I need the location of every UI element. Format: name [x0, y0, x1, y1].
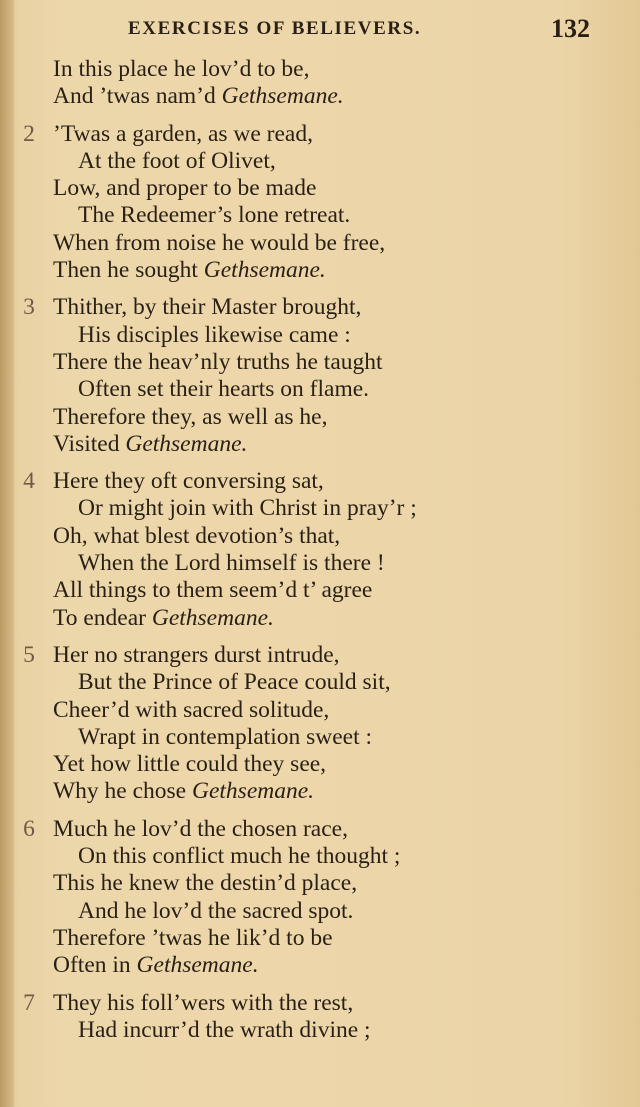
verse-line-text	[78, 202, 350, 229]
verse-line-roman: All things to them seem’d t’ agree	[53, 577, 373, 604]
verse-line	[18, 952, 628, 979]
verse-line-roman: To endear	[53, 604, 152, 631]
verse-line-text	[53, 990, 353, 1017]
verse-line-roman: Then he sought	[53, 257, 204, 284]
verse-line-text	[53, 697, 329, 724]
verse-line-roman: Often in	[53, 952, 137, 979]
hymn-text	[18, 56, 628, 1044]
verse-line-roman: The Redeemer’s lone retreat.	[78, 202, 351, 229]
verse-line	[18, 697, 628, 724]
verse-line-roman: Why he chose	[53, 778, 192, 805]
verse-line	[18, 816, 628, 843]
verse-line	[18, 523, 628, 550]
verse-line	[18, 669, 628, 696]
verse-line-text	[78, 669, 391, 696]
stanza	[18, 990, 628, 1045]
verse-line-text	[53, 778, 314, 805]
verse-line-text	[53, 83, 344, 110]
verse-line-text	[53, 925, 333, 952]
verse-line	[18, 431, 628, 458]
verse-line	[18, 468, 628, 495]
verse-line	[18, 495, 628, 522]
verse-line-roman: Cheer’d with sacred solitude,	[53, 696, 330, 723]
verse-line-roman: Therefore ’twas he lik’d to be	[53, 924, 333, 951]
verse-line	[18, 550, 628, 577]
verse-line-text	[53, 523, 340, 550]
verse-line-roman: And he lov’d the sacred spot.	[78, 897, 354, 924]
verse-line-roman: In this place he lov’d to be,	[53, 56, 310, 82]
verse-line-roman: There the heav’nly truths he taught	[53, 348, 383, 375]
verse-line-text	[78, 495, 417, 522]
verse-line-text	[78, 898, 353, 925]
page-gutter	[0, 0, 14, 1107]
verse-line-text	[53, 349, 383, 376]
verse-line-roman: Thither, by their Master brought,	[53, 294, 362, 321]
verse-line-text	[78, 550, 385, 577]
verse-line-text	[53, 751, 326, 778]
verse-line-roman: Oh, what blest devotion’s that,	[53, 522, 341, 549]
verse-line-text	[78, 322, 351, 349]
verse-line-text	[78, 376, 369, 403]
verse-line-roman: Therefore they, as well as he,	[53, 403, 328, 430]
verse-line-text	[78, 843, 400, 870]
verse-line	[18, 148, 628, 175]
verse-line	[18, 870, 628, 897]
verse-line-text	[53, 816, 348, 843]
verse-line	[18, 925, 628, 952]
verse-line-roman: Or might join with Christ in pray’r ;	[78, 495, 417, 522]
stanza-number: 4	[23, 468, 35, 495]
verse-line-roman: At the foot of Olivet,	[78, 147, 276, 174]
verse-line-italic: Gethsemane.	[151, 604, 274, 631]
stanza	[18, 816, 628, 980]
verse-line-text	[53, 230, 385, 257]
verse-line-roman: Wrapt in contemplation sweet :	[78, 723, 373, 750]
verse-line-roman: Her no strangers durst intrude,	[53, 641, 340, 668]
stanza	[18, 468, 628, 632]
verse-line-roman: When the Lord himself is there !	[78, 550, 385, 577]
verse-line	[18, 404, 628, 431]
stanza-number: 7	[23, 989, 35, 1016]
running-title: EXERCISES OF BELIEVERS.	[128, 18, 422, 39]
verse-line-roman: On this conflict much he thought ;	[78, 843, 401, 870]
verse-line-roman: ’Twas a garden, as we read,	[53, 120, 313, 147]
verse-line	[18, 349, 628, 376]
verse-line	[18, 322, 628, 349]
verse-line	[18, 778, 628, 805]
verse-line-text	[53, 431, 247, 458]
verse-line-text	[53, 121, 313, 148]
verse-line	[18, 1017, 628, 1044]
verse-line-roman: This he knew the destin’d place,	[53, 870, 358, 897]
stanza	[18, 642, 628, 806]
verse-line-roman: But the Prince of Peace could sit,	[78, 669, 391, 696]
stanza-number: 3	[23, 294, 35, 321]
verse-line	[18, 577, 628, 604]
verse-line-text	[53, 294, 361, 321]
verse-line-roman: Visited	[53, 430, 126, 457]
verse-line	[18, 294, 628, 321]
verse-line-text	[53, 175, 316, 202]
verse-line	[18, 83, 628, 110]
verse-line-italic: Gethsemane.	[192, 778, 315, 805]
verse-line-roman: Yet how little could they see,	[53, 751, 327, 778]
verse-line-text	[53, 642, 340, 669]
verse-line	[18, 751, 628, 778]
verse-line-roman: Here they oft conversing sat,	[53, 468, 324, 495]
verse-line-text	[53, 577, 372, 604]
stanza	[18, 56, 628, 111]
page-number: 132	[551, 14, 590, 43]
verse-line-text	[53, 605, 274, 632]
verse-line-roman: Often set their hearts on flame.	[78, 376, 370, 403]
verse-line-text	[53, 870, 357, 897]
stanza-number: 6	[23, 815, 35, 842]
verse-line-roman: Had incurr’d the wrath divine ;	[78, 1016, 371, 1043]
stanza-number: 2	[23, 120, 35, 147]
verse-line-italic: Gethsemane.	[203, 257, 326, 284]
verse-line	[18, 121, 628, 148]
verse-line-roman: Much he lov’d the chosen race,	[53, 815, 348, 842]
stanza-number: 5	[23, 641, 35, 668]
verse-line-italic: Gethsemane.	[136, 952, 259, 979]
verse-line-text	[78, 148, 276, 175]
verse-line-text	[53, 952, 259, 979]
verse-line	[18, 898, 628, 925]
verse-line	[18, 257, 628, 284]
verse-line-italic: Gethsemane.	[125, 430, 248, 457]
verse-line	[18, 724, 628, 751]
verse-line-roman: Low, and proper to be made	[53, 175, 317, 202]
verse-line-roman: And ’twas nam’d	[53, 83, 222, 110]
verse-line-roman: His disciples likewise came :	[78, 321, 351, 348]
verse-line	[18, 56, 628, 83]
stanza	[18, 294, 628, 458]
verse-line-text	[78, 1017, 371, 1044]
verse-line	[18, 202, 628, 229]
verse-line	[18, 990, 628, 1017]
verse-line	[18, 642, 628, 669]
verse-line-text	[53, 56, 309, 83]
stanza	[18, 121, 628, 285]
verse-line	[18, 605, 628, 632]
verse-line-text	[78, 724, 372, 751]
verse-line-text	[53, 404, 327, 431]
verse-line-roman: They his foll’wers with the rest,	[53, 989, 354, 1016]
verse-line-text	[53, 257, 326, 284]
verse-line-italic: Gethsemane.	[221, 83, 344, 110]
verse-line	[18, 175, 628, 202]
verse-line-roman: When from noise he would be free,	[53, 229, 386, 256]
verse-line	[18, 843, 628, 870]
verse-line	[18, 230, 628, 257]
verse-line-text	[53, 468, 324, 495]
running-header	[128, 14, 608, 48]
verse-line	[18, 376, 628, 403]
